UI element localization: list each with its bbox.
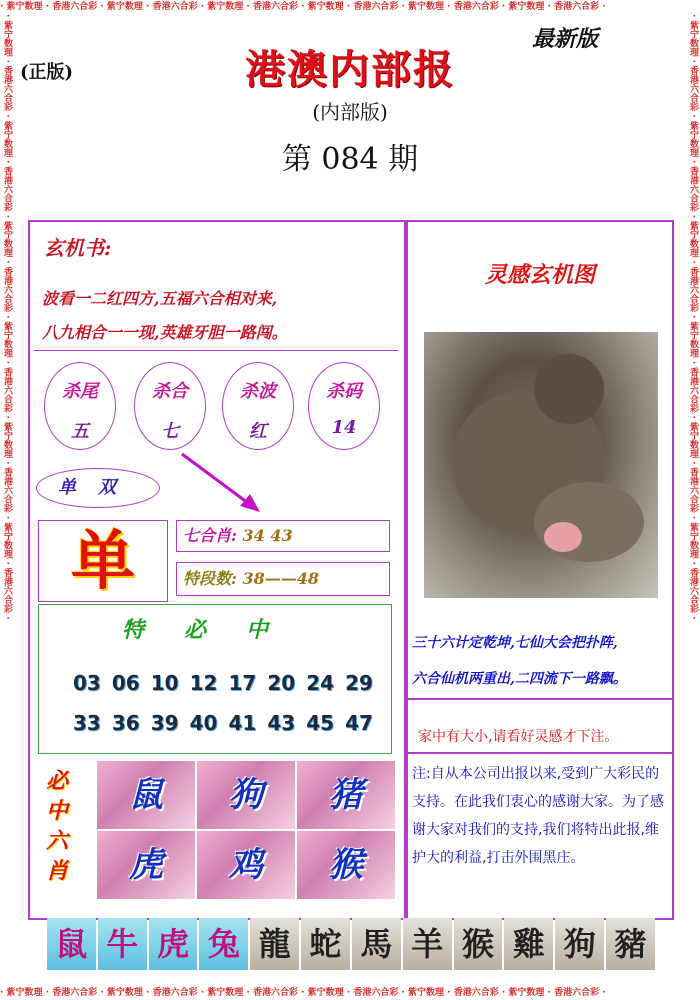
- arrow-icon: [176, 448, 266, 518]
- poem-line-1: 三十六计定乾坤,七仙大会把扑阵,: [412, 635, 618, 651]
- animal-cell: [96, 830, 196, 900]
- oval-label: 杀尾: [62, 381, 98, 402]
- animal-char: 鸡: [229, 845, 263, 885]
- poem-divider: [406, 698, 674, 700]
- animal-char: 猪: [329, 775, 363, 815]
- zuixin-label: 最新版: [532, 26, 599, 52]
- bizhong-label: 必中六肖: [46, 768, 69, 884]
- tebi-box: [38, 604, 392, 754]
- animal-cell: [96, 760, 196, 830]
- number: 33: [73, 711, 101, 735]
- notice-divider: [406, 752, 674, 754]
- number: 06: [111, 671, 140, 695]
- oval-value: 14: [331, 417, 357, 438]
- oval-value: 五: [71, 421, 89, 442]
- number: 43: [267, 711, 296, 735]
- oval-value: 七: [161, 421, 179, 442]
- border-bottom-text: · 紫宁数理 · 香港六合彩 · 紫宁数理 · 香港六合彩 · 紫宁数理 · 香港六合彩 · 紫宁数理 · 香港六合彩 · 紫宁数理 · 香港六合彩 · 紫宁数理 · 香港六合彩 ·: [0, 988, 606, 998]
- dan-char: 单: [71, 524, 135, 599]
- animal-cell: [296, 760, 396, 830]
- tongxiao-label: 特段数:: [183, 569, 237, 588]
- zodiac-bar: [46, 918, 656, 970]
- zodiac-cell: 雞: [504, 918, 553, 970]
- zodiac-cell: 狗: [555, 918, 604, 970]
- animal-cell: [196, 830, 296, 900]
- xuanjishu-divider: [34, 350, 398, 351]
- notice-text: 注:自从本公司出报以来,受到广大彩民的支持。在此我们衷心的感谢大家。为了感谢大家对我们的支持,我们将特出此报,维护大的利益,打击外围黑庄。: [412, 766, 664, 866]
- zodiac-cell: 馬: [352, 918, 401, 970]
- number: 10: [150, 671, 179, 695]
- oval-value: 红: [249, 421, 267, 442]
- photo-shape: [544, 522, 582, 552]
- number: 12: [189, 671, 218, 695]
- zhengban-label: (正版): [20, 62, 74, 83]
- lingan-title: 灵感玄机图: [484, 262, 595, 288]
- zodiac-cell: 虎: [149, 918, 198, 970]
- zodiac-cell: 猴: [454, 918, 503, 970]
- number: 39: [150, 711, 179, 735]
- number: 41: [228, 711, 257, 735]
- oval-label: 杀合: [152, 381, 188, 402]
- tongxiao-value: 38——48: [242, 569, 320, 588]
- border-top-text: · 紫宁数理 · 香港六合彩 · 紫宁数理 · 香港六合彩 · 紫宁数理 · 香港六合彩 · 紫宁数理 · 香港六合彩 · 紫宁数理 · 香港六合彩 · 紫宁数理 · 香港六合彩 ·: [0, 2, 606, 12]
- monkey-photo: [424, 332, 658, 598]
- oval-shawei: [44, 362, 116, 450]
- animal-char: 鼠: [129, 775, 163, 815]
- number: 45: [306, 711, 335, 735]
- tebi-row-2: [73, 711, 373, 735]
- zodiac-cell: 龍: [250, 918, 299, 970]
- xuanjishu-line-1: 波看一二红四方,五福六合相对来,: [42, 289, 278, 308]
- oval-shahe: [134, 362, 206, 450]
- number: 47: [345, 711, 373, 735]
- animals-grid: [96, 760, 396, 900]
- border-right-text: · 紫宁数理 · 香港六合彩 · 紫宁数理 · 香港六合彩 · 紫宁数理 · 香港六合彩 · 紫宁数理 · 香港六合彩 · 紫宁数理 · 香港六合彩 · 紫宁数理 · 香港六合彩 ·: [688, 14, 698, 620]
- photo-shape: [534, 354, 604, 424]
- issue-number: 第 084 期: [281, 142, 419, 177]
- zodiac-cell: 牛: [98, 918, 147, 970]
- xuanjishu-line-2: 八九相合一一现,英雄牙胆一路闯。: [42, 323, 288, 342]
- dan-box: [38, 520, 168, 602]
- oval-label: 杀波: [240, 381, 276, 402]
- zodiac-cell: 羊: [403, 918, 452, 970]
- animal-char: 猴: [329, 845, 363, 885]
- zodiac-cell: 鼠: [47, 918, 96, 970]
- poem-note: 家中有大小,请看好灵感才下注。: [418, 729, 619, 745]
- zodiac-cell: 蛇: [301, 918, 350, 970]
- tebi-row-1: [73, 671, 373, 695]
- zodiac-cell: 兔: [199, 918, 248, 970]
- page-subtitle: (内部版): [312, 100, 388, 124]
- zodiac-cell: 豬: [606, 918, 655, 970]
- oval-shama: [308, 362, 380, 450]
- danshuang-oval: 单双: [36, 468, 160, 508]
- oval-shabo: [222, 362, 294, 450]
- number: 20: [267, 671, 296, 695]
- number: 17: [228, 671, 257, 695]
- qihe-label: 七合肖:: [183, 526, 237, 545]
- number: 40: [189, 711, 218, 735]
- photo-shape: [534, 482, 644, 562]
- number: 36: [111, 711, 140, 735]
- oval-label: 杀码: [326, 381, 362, 402]
- tongxiao-box: [176, 562, 390, 596]
- qihe-box: [176, 520, 390, 552]
- number: 24: [306, 671, 335, 695]
- poem-line-2: 六合仙机两重出,二四流下一路飘。: [412, 671, 627, 687]
- animal-char: 狗: [229, 775, 263, 815]
- border-left-text: · 紫宁数理 · 香港六合彩 · 紫宁数理 · 香港六合彩 · 紫宁数理 · 香港六合彩 · 紫宁数理 · 香港六合彩 · 紫宁数理 · 香港六合彩 · 紫宁数理 · 香港六合彩 ·: [2, 14, 12, 620]
- xuanjishu-title: 玄机书:: [44, 236, 112, 260]
- number: 29: [345, 671, 373, 695]
- animal-cell: [196, 760, 296, 830]
- page-title: 港澳内部报: [245, 46, 455, 93]
- tebi-title: 特必中: [121, 617, 308, 643]
- animal-char: 虎: [129, 845, 163, 885]
- number: 03: [73, 671, 101, 695]
- animal-cell: [296, 830, 396, 900]
- qihe-value: 34 43: [242, 526, 293, 545]
